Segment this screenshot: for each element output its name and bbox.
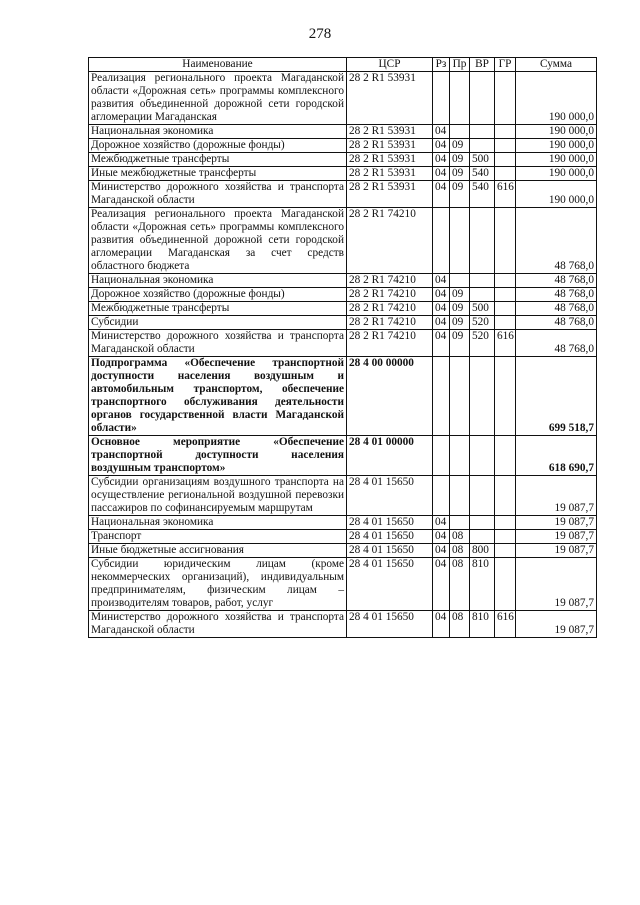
cell-csr: 28 2 R1 74210 [347, 330, 433, 357]
cell-pr [450, 274, 470, 288]
cell-pr [450, 72, 470, 125]
cell-name: Субсидии [89, 316, 347, 330]
cell-vr [470, 125, 495, 139]
cell-name: Субсидии организациям воздушного транспорта на осуществление региональной воздушной перевозки пассажиров по софинансируемым маршрутам [89, 476, 347, 516]
table-row [89, 125, 597, 139]
cell-gr [495, 302, 516, 316]
cell-gr [495, 72, 516, 125]
cell-vr: 520 [470, 316, 495, 330]
cell-sum: 190 000,0 [516, 139, 597, 153]
cell-name: Иные межбюджетные трансферты [89, 167, 347, 181]
cell-pr: 09 [450, 288, 470, 302]
cell-pr [450, 125, 470, 139]
cell-sum: 19 087,7 [516, 530, 597, 544]
cell-sum: 699 518,7 [516, 357, 597, 436]
cell-rz [433, 72, 450, 125]
cell-gr [495, 125, 516, 139]
cell-name: Подпрограмма «Обеспечение транспортной доступности населения воздушным и автомобильным транспортом, обеспечение транспортного обслуживания деятельности органов государственной власти Магаданской области» [89, 357, 347, 436]
cell-gr [495, 476, 516, 516]
cell-vr: 500 [470, 153, 495, 167]
header-vr: ВР [470, 58, 495, 72]
cell-rz [433, 476, 450, 516]
cell-rz: 04 [433, 153, 450, 167]
table-row [89, 72, 597, 125]
cell-sum: 48 768,0 [516, 288, 597, 302]
cell-sum: 19 087,7 [516, 544, 597, 558]
cell-gr [495, 530, 516, 544]
cell-name: Дорожное хозяйство (дорожные фонды) [89, 139, 347, 153]
cell-vr: 520 [470, 330, 495, 357]
cell-vr [470, 72, 495, 125]
cell-csr: 28 2 R1 53931 [347, 181, 433, 208]
cell-name: Транспорт [89, 530, 347, 544]
cell-name: Реализация регионального проекта Магаданской области «Дорожная сеть» программы комплексного развития объединенной дорожной сети городской агломерации Магаданская [89, 72, 347, 125]
cell-csr: 28 2 R1 53931 [347, 139, 433, 153]
table-row [89, 139, 597, 153]
cell-rz [433, 436, 450, 476]
cell-sum: 190 000,0 [516, 181, 597, 208]
cell-vr: 800 [470, 544, 495, 558]
cell-gr [495, 288, 516, 302]
table-row [89, 544, 597, 558]
cell-csr: 28 2 R1 74210 [347, 302, 433, 316]
cell-csr: 28 4 01 15650 [347, 530, 433, 544]
cell-vr: 500 [470, 302, 495, 316]
cell-vr: 810 [470, 558, 495, 611]
cell-pr: 09 [450, 302, 470, 316]
cell-pr: 08 [450, 611, 470, 638]
cell-vr [470, 139, 495, 153]
header-sum: Сумма [516, 58, 597, 72]
cell-pr: 09 [450, 316, 470, 330]
cell-rz: 04 [433, 274, 450, 288]
cell-vr [470, 516, 495, 530]
cell-name: Реализация регионального проекта Магаданской области «Дорожная сеть» программы комплексного развития объединенной дорожной сети городской агломерации Магаданская за счет средств областного бюджета [89, 208, 347, 274]
cell-name: Основное мероприятие «Обеспечение транспортной доступности населения воздушным транспортом» [89, 436, 347, 476]
cell-csr: 28 2 R1 74210 [347, 274, 433, 288]
cell-gr [495, 544, 516, 558]
cell-pr: 09 [450, 139, 470, 153]
table-row [89, 167, 597, 181]
cell-rz: 04 [433, 516, 450, 530]
cell-rz: 04 [433, 288, 450, 302]
cell-vr [470, 274, 495, 288]
cell-sum: 48 768,0 [516, 330, 597, 357]
cell-vr [470, 476, 495, 516]
cell-rz: 04 [433, 530, 450, 544]
table-row [89, 274, 597, 288]
table-row [89, 516, 597, 530]
cell-sum: 48 768,0 [516, 274, 597, 288]
cell-name: Иные бюджетные ассигнования [89, 544, 347, 558]
cell-pr [450, 436, 470, 476]
cell-sum: 19 087,7 [516, 558, 597, 611]
cell-gr [495, 316, 516, 330]
cell-gr: 616 [495, 611, 516, 638]
header-name: Наименование [89, 58, 347, 72]
table-row [89, 153, 597, 167]
cell-pr: 09 [450, 181, 470, 208]
cell-vr [470, 357, 495, 436]
table-row [89, 330, 597, 357]
cell-gr [495, 436, 516, 476]
cell-gr [495, 167, 516, 181]
cell-gr [495, 558, 516, 611]
cell-csr: 28 2 R1 74210 [347, 288, 433, 302]
table-row [89, 558, 597, 611]
cell-rz [433, 208, 450, 274]
cell-rz: 04 [433, 316, 450, 330]
cell-sum: 48 768,0 [516, 208, 597, 274]
cell-csr: 28 2 R1 74210 [347, 208, 433, 274]
cell-vr: 540 [470, 181, 495, 208]
cell-rz: 04 [433, 125, 450, 139]
cell-sum: 19 087,7 [516, 476, 597, 516]
cell-vr [470, 288, 495, 302]
page-number: 278 [308, 26, 332, 42]
table-row [89, 530, 597, 544]
cell-name: Дорожное хозяйство (дорожные фонды) [89, 288, 347, 302]
cell-pr [450, 516, 470, 530]
budget-table [88, 57, 597, 638]
table-row [89, 181, 597, 208]
cell-vr: 810 [470, 611, 495, 638]
cell-rz [433, 357, 450, 436]
cell-name: Министерство дорожного хозяйства и транспорта Магаданской области [89, 611, 347, 638]
cell-sum: 190 000,0 [516, 153, 597, 167]
cell-gr [495, 208, 516, 274]
cell-name: Национальная экономика [89, 274, 347, 288]
cell-csr: 28 2 R1 53931 [347, 125, 433, 139]
table-row [89, 302, 597, 316]
table-header-row [89, 58, 597, 72]
header-pr: Пр [450, 58, 470, 72]
cell-sum: 19 087,7 [516, 516, 597, 530]
cell-pr [450, 357, 470, 436]
cell-csr: 28 4 01 15650 [347, 476, 433, 516]
cell-gr: 616 [495, 330, 516, 357]
cell-name: Межбюджетные трансферты [89, 302, 347, 316]
cell-vr [470, 208, 495, 274]
cell-sum: 48 768,0 [516, 316, 597, 330]
cell-csr: 28 4 01 15650 [347, 558, 433, 611]
cell-name: Национальная экономика [89, 516, 347, 530]
cell-pr [450, 476, 470, 516]
cell-rz: 04 [433, 558, 450, 611]
cell-csr: 28 4 01 00000 [347, 436, 433, 476]
cell-sum: 618 690,7 [516, 436, 597, 476]
cell-pr: 09 [450, 153, 470, 167]
table-row [89, 357, 597, 436]
cell-gr [495, 139, 516, 153]
cell-gr: 616 [495, 181, 516, 208]
cell-rz: 04 [433, 330, 450, 357]
cell-pr: 09 [450, 167, 470, 181]
cell-vr: 540 [470, 167, 495, 181]
cell-rz: 04 [433, 302, 450, 316]
cell-csr: 28 2 R1 53931 [347, 72, 433, 125]
cell-pr: 08 [450, 544, 470, 558]
cell-rz: 04 [433, 544, 450, 558]
cell-rz: 04 [433, 139, 450, 153]
table-row [89, 476, 597, 516]
cell-csr: 28 4 01 15650 [347, 611, 433, 638]
cell-gr [495, 516, 516, 530]
cell-rz: 04 [433, 181, 450, 208]
table-row [89, 288, 597, 302]
cell-sum: 190 000,0 [516, 125, 597, 139]
cell-csr: 28 2 R1 74210 [347, 316, 433, 330]
cell-name: Министерство дорожного хозяйства и транспорта Магаданской области [89, 330, 347, 357]
cell-gr [495, 274, 516, 288]
cell-pr: 08 [450, 530, 470, 544]
table-row [89, 208, 597, 274]
cell-csr: 28 4 00 00000 [347, 357, 433, 436]
cell-rz: 04 [433, 167, 450, 181]
cell-gr [495, 153, 516, 167]
cell-csr: 28 2 R1 53931 [347, 153, 433, 167]
cell-name: Межбюджетные трансферты [89, 153, 347, 167]
cell-vr [470, 530, 495, 544]
cell-vr [470, 436, 495, 476]
cell-csr: 28 4 01 15650 [347, 516, 433, 530]
cell-gr [495, 357, 516, 436]
cell-sum: 190 000,0 [516, 72, 597, 125]
table-row [89, 436, 597, 476]
cell-sum: 48 768,0 [516, 302, 597, 316]
cell-name: Субсидии юридическим лицам (кроме некоммерческих организаций), индивидуальным предпринимателям, физическим лицам – производителям товаров, работ, услуг [89, 558, 347, 611]
table-row [89, 611, 597, 638]
header-rz: Рз [433, 58, 450, 72]
cell-rz: 04 [433, 611, 450, 638]
header-csr: ЦСР [347, 58, 433, 72]
cell-csr: 28 2 R1 53931 [347, 167, 433, 181]
cell-pr [450, 208, 470, 274]
cell-sum: 19 087,7 [516, 611, 597, 638]
cell-csr: 28 4 01 15650 [347, 544, 433, 558]
cell-pr: 08 [450, 558, 470, 611]
cell-name: Министерство дорожного хозяйства и транспорта Магаданской области [89, 181, 347, 208]
table-row [89, 316, 597, 330]
header-gr: ГР [495, 58, 516, 72]
cell-sum: 190 000,0 [516, 167, 597, 181]
cell-name: Национальная экономика [89, 125, 347, 139]
cell-pr: 09 [450, 330, 470, 357]
